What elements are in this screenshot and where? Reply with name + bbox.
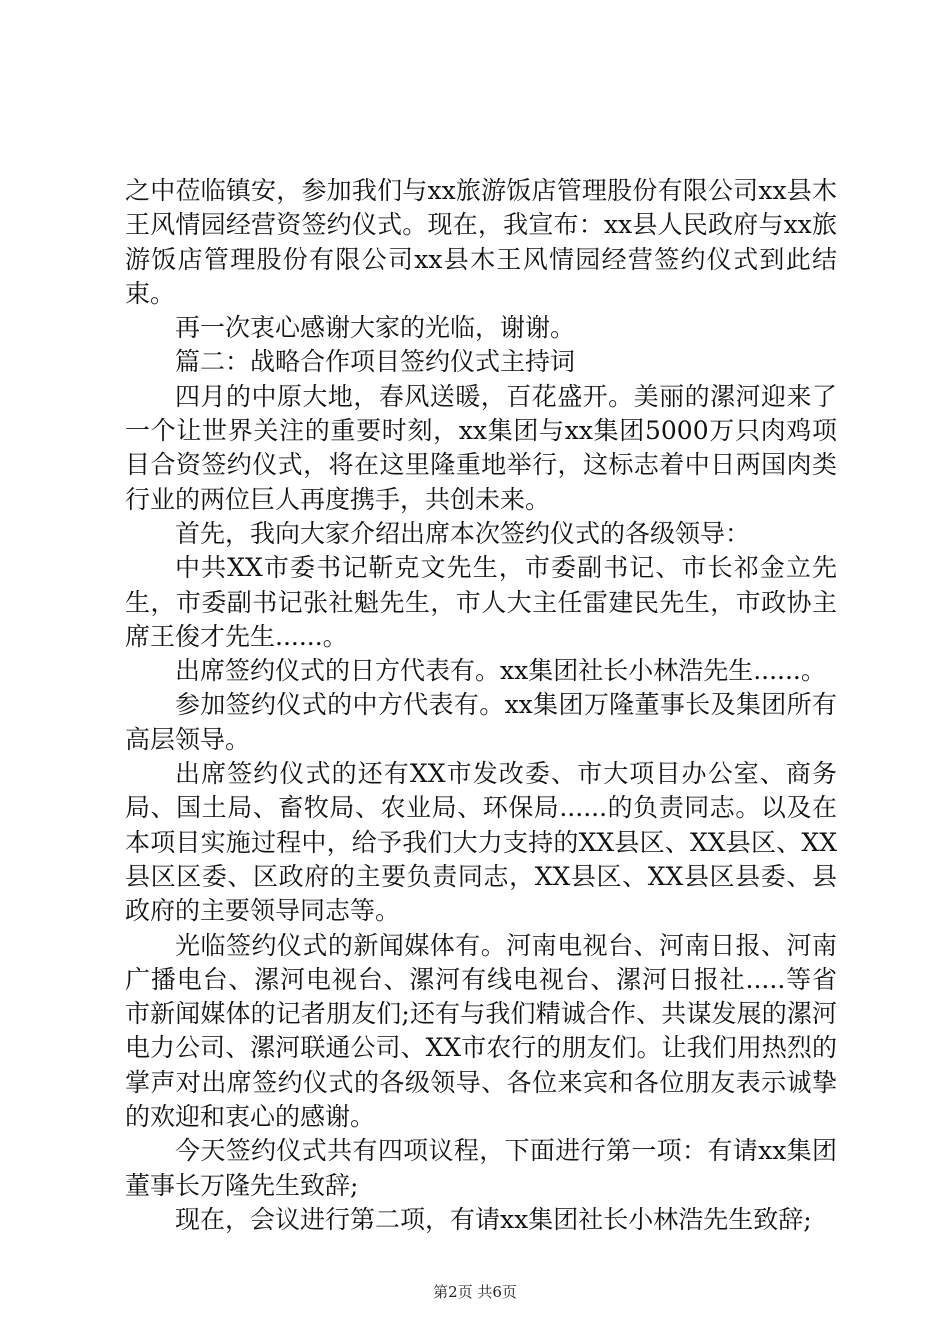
paragraph: 出席签约仪式的还有XX市发改委、市大项目办公室、商务局、国土局、畜牧局、农业局、环保局......的负责同志。以及在本项目实施过程中，给予我们大力支持的XX县区、XX县区、XX县区区委、区政府的主要负责同志，XX县区、XX县区县委、县政府的主要领导同志等。 (125, 759, 837, 926)
paragraph: 参加签约仪式的中方代表有。xx集团万隆董事长及集团所有高层领导。 (125, 690, 837, 754)
paragraph: 现在，会议进行第二项，有请xx集团社长小林浩先生致辞; (175, 1204, 812, 1234)
paragraph: 出席签约仪式的日方代表有。xx集团社长小林浩先生......。 (175, 656, 826, 686)
paragraph: 中共XX市委书记靳克文先生，市委副书记、市长祁金立先生，市委副书记张社魁先生，市人大主任雷建民先生，市政协主席王俊才先生......。 (125, 553, 837, 651)
paragraph: 再一次衷心感谢大家的光临，谢谢。 (175, 313, 576, 343)
body-text (125, 174, 837, 1237)
page-footer (0, 1281, 950, 1302)
paragraph: 今天签约仪式共有四项议程，下面进行第一项：有请xx集团董事长万隆先生致辞; (125, 1136, 837, 1200)
paragraph: 光临签约仪式的新闻媒体有。河南电视台、河南日报、河南广播电台、漯河电视台、漯河有线电视台、漯河日报社.....等省市新闻媒体的记者朋友们;还有与我们精诚合作、共谋发展的漯河电力公司、漯河联通公司、XX市农行的朋友们。让我们用热烈的掌声对出席签约仪式的各级领导、各位来宾和各位朋友表示诚挚的欢迎和衷心的感谢。 (125, 930, 837, 1132)
section-heading: 篇二：战略合作项目签约仪式主持词 (175, 347, 576, 377)
paragraph: 四月的中原大地，春风送暖，百花盛开。美丽的漯河迎来了一个让世界关注的重要时刻，xx集团与xx集团5000万只肉鸡项目合资签约仪式，将在这里隆重地举行，这标志着中日两国肉类行业的两位巨人再度携手，共创未来。 (125, 381, 837, 514)
paragraph: 之中莅临镇安，参加我们与xx旅游饭店管理股份有限公司xx县木王风情园经营资签约仪式。现在，我宣布：xx县人民政府与xx旅游饭店管理股份有限公司xx县木王风情园经营签约仪式到此结束。 (125, 176, 837, 308)
paragraph: 首先，我向大家介绍出席本次签约仪式的各级领导： (175, 518, 751, 548)
page-number: 第2页 共6页 (433, 1283, 517, 1301)
